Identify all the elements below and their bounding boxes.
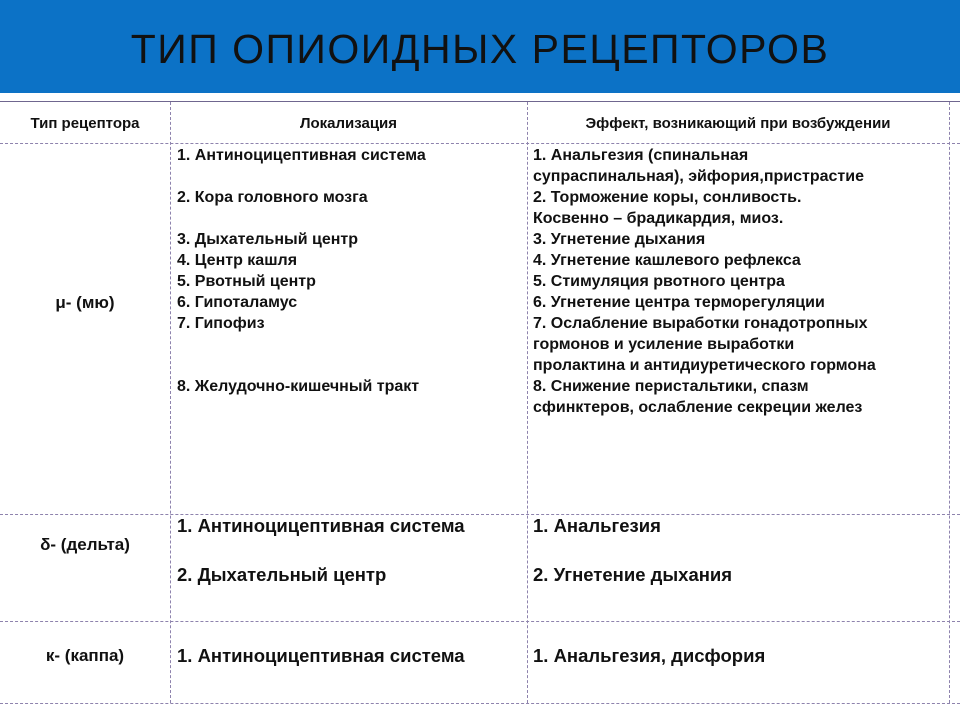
list-item: 5. Рвотный центр xyxy=(177,273,316,290)
table-bottom-border xyxy=(0,703,960,704)
list-item: 1. Антиноцицептивная система xyxy=(177,645,465,666)
list-item: 1. Антиноцицептивная система xyxy=(177,515,465,536)
list-item: Косвенно – брадикардия, миоз. xyxy=(533,210,784,227)
list-item: 2. Дыхательный центр xyxy=(177,564,387,585)
list-item: 4. Центр кашля xyxy=(177,252,298,269)
table-right-border xyxy=(949,102,950,703)
list-item: 3. Дыхательный центр xyxy=(177,231,358,248)
list-item: 7. Ослабление выработки гонадотропных xyxy=(533,315,868,332)
mu-localization-list xyxy=(177,145,426,397)
list-item: супраспинальная), эйфория,пристрастие xyxy=(533,168,864,185)
list-item: 2. Кора головного мозга xyxy=(177,189,368,206)
receptor-delta-label: δ- (дельта) xyxy=(40,535,130,554)
list-item: 2. Торможение коры, сонливость. xyxy=(533,189,802,206)
list-item: 1. Анальгезия xyxy=(533,515,661,536)
list-item: 2. Угнетение дыхания xyxy=(533,564,733,585)
slide-title: ТИП ОПИОИДНЫХ РЕЦЕПТОРОВ xyxy=(130,26,830,72)
list-item: 7. Гипофиз xyxy=(177,315,265,332)
receptor-kappa-label: к- (каппа) xyxy=(45,646,125,665)
list-gap xyxy=(177,334,426,355)
list-item: 5. Стимуляция рвотного центра xyxy=(533,273,785,290)
list-item: пролактина и антидиуретического гормона xyxy=(533,357,876,374)
row-divider-2 xyxy=(0,621,960,622)
receptor-mu-label: μ- (мю) xyxy=(55,293,115,312)
list-item: гормонов и усиление выработки xyxy=(533,336,795,353)
list-item: 1. Анальгезия (спинальная xyxy=(533,147,749,164)
list-gap xyxy=(177,166,426,187)
row-divider-1 xyxy=(0,514,960,515)
delta-localization-list xyxy=(177,514,465,587)
list-gap xyxy=(177,538,465,563)
table-top-border xyxy=(0,101,960,102)
list-item: сфинктеров, ослабление секреции желез xyxy=(533,399,863,416)
list-item: 1. Антиноцицептивная система xyxy=(177,147,426,164)
mu-effects-list xyxy=(533,145,876,418)
list-item: 6. Гипоталамус xyxy=(177,294,298,311)
header-divider xyxy=(0,143,960,144)
kappa-effects-list xyxy=(533,644,765,668)
list-gap xyxy=(177,208,426,229)
list-gap xyxy=(177,355,426,376)
header-receptor-type: Тип рецептора xyxy=(30,115,140,132)
list-item: 1. Анальгезия, дисфория xyxy=(533,645,766,666)
header-localization: Локализация xyxy=(299,115,398,132)
delta-effects-list xyxy=(533,514,732,587)
list-item: 6. Угнетение центра терморегуляции xyxy=(533,294,825,311)
column-divider-2 xyxy=(527,102,528,703)
list-gap xyxy=(533,538,732,563)
column-divider-1 xyxy=(170,102,171,703)
list-item: 8. Снижение перистальтики, спазм xyxy=(533,378,809,395)
list-item: 4. Угнетение кашлевого рефлекса xyxy=(533,252,801,269)
list-item: 8. Желудочно-кишечный тракт xyxy=(177,378,420,395)
kappa-localization-list xyxy=(177,644,465,668)
list-item: 3. Угнетение дыхания xyxy=(533,231,706,248)
header-effect: Эффект, возникающий при возбуждении xyxy=(585,115,891,132)
